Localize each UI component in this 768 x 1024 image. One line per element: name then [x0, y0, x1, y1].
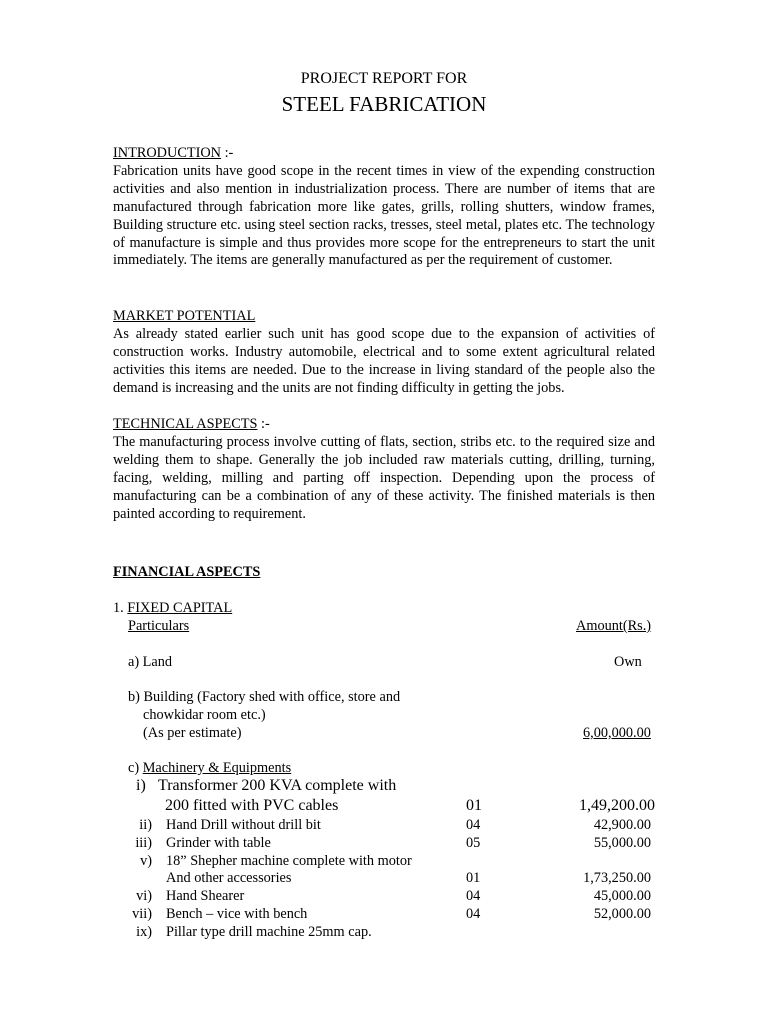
- particulars-column-header: Particulars: [128, 618, 190, 634]
- item-quantity: 04: [466, 817, 481, 833]
- item-roman: iii): [135, 835, 152, 851]
- fixed-capital-heading: [113, 600, 232, 617]
- item-description: Bench – vice with bench: [166, 906, 308, 922]
- technical-heading-row: [113, 416, 655, 434]
- item-quantity: 01: [466, 797, 482, 814]
- introduction-section: [113, 145, 655, 270]
- introduction-body: Fabrication units have good scope in the recent times in view of the expending construction activities and also mention in industrialization process. There are number of items that are manufactured through fabrication more like gates, grills, rolling shutters, window frames, Building structure etc. using steel section racks, tresses, steel metal, plates etc. The technology of manufacture is simple and thus provides more scope for the entrepreneurs to start the unit immediately. The items are generally manufactured as per the requirement of customer.: [113, 162, 655, 269]
- technical-heading-suffix: :-: [257, 416, 270, 432]
- machinery-prefix: c): [128, 760, 143, 776]
- item-quantity: 04: [466, 888, 481, 904]
- machinery-heading: [128, 760, 291, 777]
- item-description: Hand Drill without drill bit: [166, 817, 321, 833]
- technical-aspects-heading: TECHNICAL ASPECTS: [113, 416, 258, 432]
- item-roman: i): [136, 777, 146, 794]
- report-title-line1: PROJECT REPORT FOR: [300, 70, 468, 87]
- technical-aspects-section: [113, 416, 655, 523]
- fixed-capital-number: 1.: [113, 600, 128, 616]
- building-label-line3: (As per estimate): [143, 725, 242, 741]
- item-quantity: 01: [466, 870, 481, 886]
- item-amount: 42,900.00: [593, 817, 651, 833]
- item-amount: 45,000.00: [593, 888, 651, 904]
- item-description-continued: 200 fitted with PVC cables: [165, 797, 339, 814]
- item-amount: 52,000.00: [593, 906, 651, 922]
- item-description-continued: And other accessories: [166, 870, 292, 886]
- item-description: Hand Shearer: [166, 888, 245, 904]
- land-label: a) Land: [128, 654, 173, 670]
- amount-column-header: Amount(Rs.): [576, 618, 652, 634]
- item-roman: vi): [136, 888, 152, 904]
- market-potential-heading: MARKET POTENTIAL: [113, 308, 256, 324]
- item-description: 18” Shepher machine complete with motor: [166, 853, 412, 869]
- item-roman: ii): [139, 817, 152, 833]
- item-roman: ix): [136, 924, 152, 940]
- introduction-heading-row: [113, 145, 655, 163]
- building-label-line2: chowkidar room etc.): [143, 707, 266, 723]
- introduction-heading-suffix: :-: [221, 145, 234, 161]
- item-quantity: 04: [466, 906, 481, 922]
- item-description: Transformer 200 KVA complete with: [158, 777, 397, 794]
- item-description: Pillar type drill machine 25mm cap.: [166, 924, 372, 940]
- item-amount: 55,000.00: [593, 835, 651, 851]
- financial-aspects-heading: FINANCIAL ASPECTS: [113, 564, 261, 580]
- item-amount: 1,49,200.00: [579, 797, 655, 814]
- introduction-heading: INTRODUCTION: [113, 145, 222, 161]
- machinery-label: Machinery & Equipments: [142, 760, 292, 776]
- item-roman: vii): [132, 906, 152, 922]
- item-description: Grinder with table: [166, 835, 271, 851]
- building-label-line1: b) Building (Factory shed with office, store and: [128, 689, 401, 705]
- fixed-capital-label: FIXED CAPITAL: [127, 600, 233, 616]
- building-value: 6,00,000.00: [583, 725, 651, 741]
- technical-aspects-body: The manufacturing process involve cutting of flats, section, stribs etc. to the required size and welding them to shape. Generally the job included raw materials cutting, drilling, turning, facing, welding, milling and parting off inspection. Depending upon the process of manufacturing can be a combination of any of these activity. The finished materials is then painted according to requirement.: [113, 433, 655, 522]
- land-value: Own: [614, 654, 642, 670]
- item-quantity: 05: [466, 835, 481, 851]
- item-roman: v): [140, 853, 152, 869]
- market-potential-section: [113, 308, 655, 398]
- item-amount: 1,73,250.00: [583, 870, 651, 886]
- report-title-line2: STEEL FABRICATION: [281, 92, 487, 116]
- market-potential-body: As already stated earlier such unit has good scope due to the expansion of activities of construction works. Industry automobile, electrical and to some extent agricultural related activities this items are needed. Due to the increase in living standard of the people also the demand is increasing and the units are not finding difficulty in getting the jobs.: [113, 325, 655, 396]
